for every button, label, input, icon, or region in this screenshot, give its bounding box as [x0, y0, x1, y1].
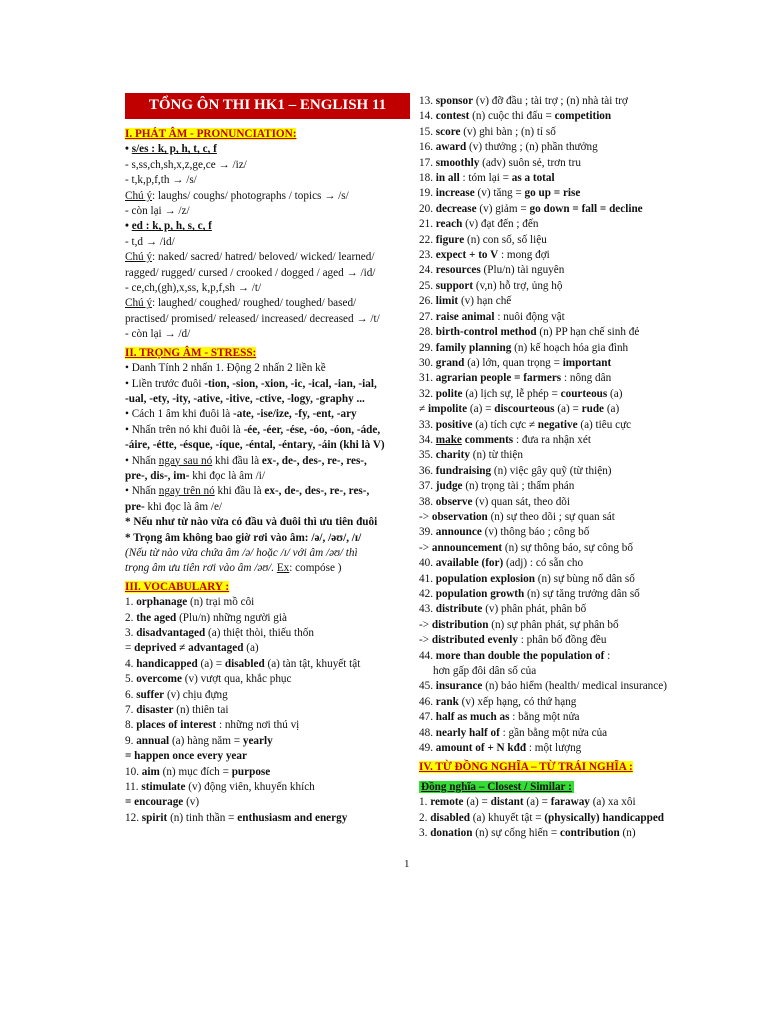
vocab-item-35: 35. charity (n) từ thiện	[419, 449, 523, 462]
s-rule-2: - t,k,p,f,th → /s/	[125, 174, 197, 187]
left-column	[125, 88, 410, 826]
vocab-item-38b: -> observation (n) sự theo dõi ; sự quan sát	[419, 510, 615, 523]
vocab-item-11: 11. stimulate (v) động viên, khuyến khích	[125, 781, 315, 794]
vocab-item-19: 19. increase (v) tăng = go up = rise	[419, 187, 581, 200]
vocab-item-4: 4. handicapped (a) = disabled (a) tàn tật, khuyết tật	[125, 657, 361, 670]
synonym-item-1: 1. remote (a) = distant (a) = faraway (a) xa xôi	[419, 796, 636, 809]
ed-note-2: Chú ý: laughed/ coughed/ roughed/ toughed/ based/	[125, 297, 357, 310]
stress-line-2: • Liền trước đuôi -tion, -sion, -xion, -ic, -ical, -ian, -ial,	[125, 377, 377, 390]
stress-line-13: (Nếu từ nào vừa chứa âm /ə/ hoặc /ɪ/ với âm /əʊ/ thì	[125, 546, 358, 559]
vocab-item-34: 34. make comments : đưa ra nhận xét	[419, 433, 591, 446]
vocab-item-5: 5. overcome (v) vượt qua, khắc phục	[125, 673, 292, 686]
vocab-item-33: 33. positive (a) tích cực ≠ negative (a) tiêu cực	[419, 418, 632, 431]
vocab-item-16: 16. award (v) thưởng ; (n) phần thưởng	[419, 141, 598, 154]
vocab-item-36: 36. fundraising (n) việc gây quỹ (từ thiện)	[419, 464, 612, 477]
vocab-item-31: 31. agrarian people = farmers : nông dân	[419, 372, 612, 385]
stress-line-5: • Nhấn trên nó khi đuôi là -ée, -éer, -ése, -óo, -óon, -áde,	[125, 423, 381, 436]
vocab-item-46: 46. rank (v) xếp hạng, có thứ hạng	[419, 695, 577, 708]
vocab-item-6: 6. suffer (v) chịu đựng	[125, 688, 228, 701]
stress-line-11: * Nếu như từ nào vừa có đầu và đuôi thì ưu tiên đuôi	[125, 516, 378, 529]
ed-note-1: Chú ý: naked/ sacred/ hatred/ beloved/ wicked/ learned/	[125, 251, 375, 264]
vocab-item-37: 37. judge (n) trọng tài ; thẩm phán	[419, 480, 575, 493]
vocab-item-41: 41. population explosion (n) sự bùng nổ dân số	[419, 572, 635, 585]
vocab-item-29: 29. family planning (n) kế hoạch hóa gia đình	[419, 341, 629, 354]
vocab-item-44b: hơn gấp đôi dân số của	[433, 665, 537, 678]
vocab-item-3: 3. disadvantaged (a) thiệt thòi, thiếu thốn	[125, 627, 314, 639]
right-column	[419, 94, 719, 842]
vocab-item-18: 18. in all : tóm lại = as a total	[419, 172, 555, 185]
vocab-item-13: 13. sponsor (v) đỡ đầu ; tài trợ ; (n) nhà tài trợ	[419, 95, 628, 107]
vocab-item-45: 45. insurance (n) bảo hiểm (health/ medical insurance)	[419, 680, 667, 693]
vocab-item-27: 27. raise animal : nuôi động vật	[419, 310, 565, 323]
stress-line-1: • Danh Tính 2 nhấn 1. Động 2 nhấn 2 liền kề	[125, 362, 326, 375]
stress-line-9: • Nhấn ngay trên nó khi đầu là ex-, de-, des-, re-, res-,	[125, 485, 370, 498]
synonym-item-3: 3. donation (n) sự cống hiến = contribution (n)	[419, 827, 636, 840]
pronunciation-heading: I. PHÁT ÂM - PRONUNCIATION:	[125, 128, 297, 140]
s-rule: • s/es : k, p, h, t, c, f	[125, 143, 217, 156]
vocab-item-23: 23. expect + to V : mong đợi	[419, 249, 550, 262]
stress-line-14: trọng âm ưu tiên rơi vào âm /əʊ/. Ex: compóse )	[125, 562, 342, 575]
vocab-item-39b: -> announcement (n) sự thông báo, sự công bố	[419, 541, 633, 554]
stress-line-7: • Nhấn ngay sau nó khi đầu là ex-, de-, des-, re-, res-,	[125, 454, 367, 467]
vocab-item-28: 28. birth-control method (n) PP hạn chế sinh đẻ	[419, 326, 640, 339]
synonym-item-2: 2. disabled (a) khuyết tật = (physically) handicapped	[419, 811, 665, 824]
vocab-item-40: 40. available (for) (adj) : có sẵn cho	[419, 557, 584, 570]
vocab-item-43c: -> distributed evenly : phân bố đồng đều	[419, 634, 607, 647]
stress-line-6: -áire, -étte, -ésque, -íque, -éntal, -éntary, -áin (khi là V)	[125, 439, 385, 452]
vocab-item-20: 20. decrease (v) giảm = go down = fall = decline	[419, 202, 643, 215]
stress-line-12: * Trọng âm không bao giờ rơi vào âm: /ə/, /əʊ/, /ɪ/	[125, 531, 362, 544]
vocab-item-26: 26. limit (v) hạn chế	[419, 295, 512, 308]
vocab-item-9b: = happen once every year	[125, 750, 247, 763]
s-rule-3: - còn lại → /z/	[125, 205, 190, 218]
ed-rule: • ed : k, p, h, s, c, f	[125, 220, 212, 233]
vocab-item-11b: = encourage (v)	[125, 796, 200, 809]
vocab-item-14: 14. contest (n) cuộc thi đấu = competition	[419, 110, 612, 123]
ed-note-2b: practised/ promised/ released/ increased/ decreased → /t/	[125, 312, 380, 325]
vocab-item-9: 9. annual (a) hàng năm = yearly	[125, 734, 273, 747]
vocab-item-25: 25. support (v,n) hỗ trợ, ủng hộ	[419, 279, 563, 292]
s-note: Chú ý: laughs/ coughs/ photographs / topics → /s/	[125, 189, 349, 202]
vocab-item-32: 32. polite (a) lịch sự, lễ phép = courteous (a)	[419, 387, 623, 400]
vocabulary-heading: III. VOCABULARY :	[125, 580, 230, 593]
ed-note-1b: ragged/ rugged/ cursed / crooked / dogged / aged → /id/	[125, 266, 376, 279]
vocab-item-30: 30. grand (a) lớn, quan trọng = important	[419, 356, 612, 369]
vocab-item-8: 8. places of interest : những nơi thú vị	[125, 719, 300, 732]
vocab-item-43b: -> distribution (n) sự phân phát, sự phân bố	[419, 618, 619, 631]
page-number: 1	[404, 858, 410, 870]
vocab-item-2: 2. the aged (Plu/n) những người già	[125, 611, 287, 624]
vocab-item-44: 44. more than double the population of :	[419, 649, 611, 662]
vocab-item-38: 38. observe (v) quan sát, theo dõi	[419, 495, 571, 508]
vocab-item-3b: = deprived ≠ advantaged (a)	[125, 642, 259, 655]
vocab-item-12: 12. spirit (n) tinh thần = enthusiasm and energy	[125, 811, 348, 824]
vocab-item-24: 24. resources (Plu/n) tài nguyên	[419, 264, 565, 277]
vocab-item-21: 21. reach (v) đạt đến ; đến	[419, 218, 539, 231]
synonym-heading: IV. TỪ ĐỒNG NGHĨA – TỪ TRÁI NGHĨA :	[419, 761, 633, 774]
vocab-item-17: 17. smoothly (adv) suôn sẻ, trơn tru	[419, 156, 581, 169]
vocab-item-48: 48. nearly half of : gần bằng một nửa của	[419, 726, 608, 739]
stress-line-10: pre- khi đọc là âm /e/	[125, 500, 223, 513]
stress-line-3: -ual, -ety, -ity, -ative, -itive, -ctive, -logy, -graphy ...	[125, 392, 365, 405]
stress-line-4: • Cách 1 âm khi đuôi là -ate, -ise/ize, -fy, -ent, -ary	[125, 408, 357, 421]
stress-line-8: pre-, dis-, im- khi đọc là âm /i/	[125, 469, 265, 482]
vocab-item-42: 42. population growth (n) sự tăng trưởng dân số	[419, 588, 640, 600]
vocab-item-1: 1. orphanage (n) trại mồ côi	[125, 596, 255, 609]
stress-heading: II. TRỌNG ÂM - STRESS:	[125, 346, 257, 359]
vocab-item-39: 39. announce (v) thông báo ; công bố	[419, 526, 590, 539]
s-rule-1: - s,ss,ch,sh,x,z,ge,ce → /iz/	[125, 158, 247, 171]
vocab-item-22: 22. figure (n) con số, số liệu	[419, 233, 547, 246]
vocab-item-15: 15. score (v) ghi bàn ; (n) tỉ số	[419, 125, 556, 138]
vocab-item-32b: ≠ impolite (a) = discourteous (a) = rude (a)	[419, 403, 620, 416]
ed-rule-1: - t,d → /id/	[125, 235, 175, 248]
page-title: TỔNG ÔN THI HK1 – ENGLISH 11	[125, 93, 410, 119]
vocab-item-47: 47. half as much as : bằng một nửa	[419, 711, 580, 724]
vocab-item-10: 10. aim (n) mục đích = purpose	[125, 765, 271, 778]
vocab-item-7: 7. disaster (n) thiên tai	[125, 704, 229, 717]
ed-rule-2: - ce,ch,(gh),x,ss, k,p,f,sh → /t/	[125, 282, 262, 295]
vocab-item-43: 43. distribute (v) phân phát, phân bố	[419, 603, 587, 616]
ed-rule-3: - còn lại → /d/	[125, 328, 191, 341]
synonym-subheading: Đồng nghĩa – Closest / Similar :	[421, 780, 572, 793]
vocab-item-49: 49. amount of + N kđđ : một lượng	[419, 742, 582, 755]
